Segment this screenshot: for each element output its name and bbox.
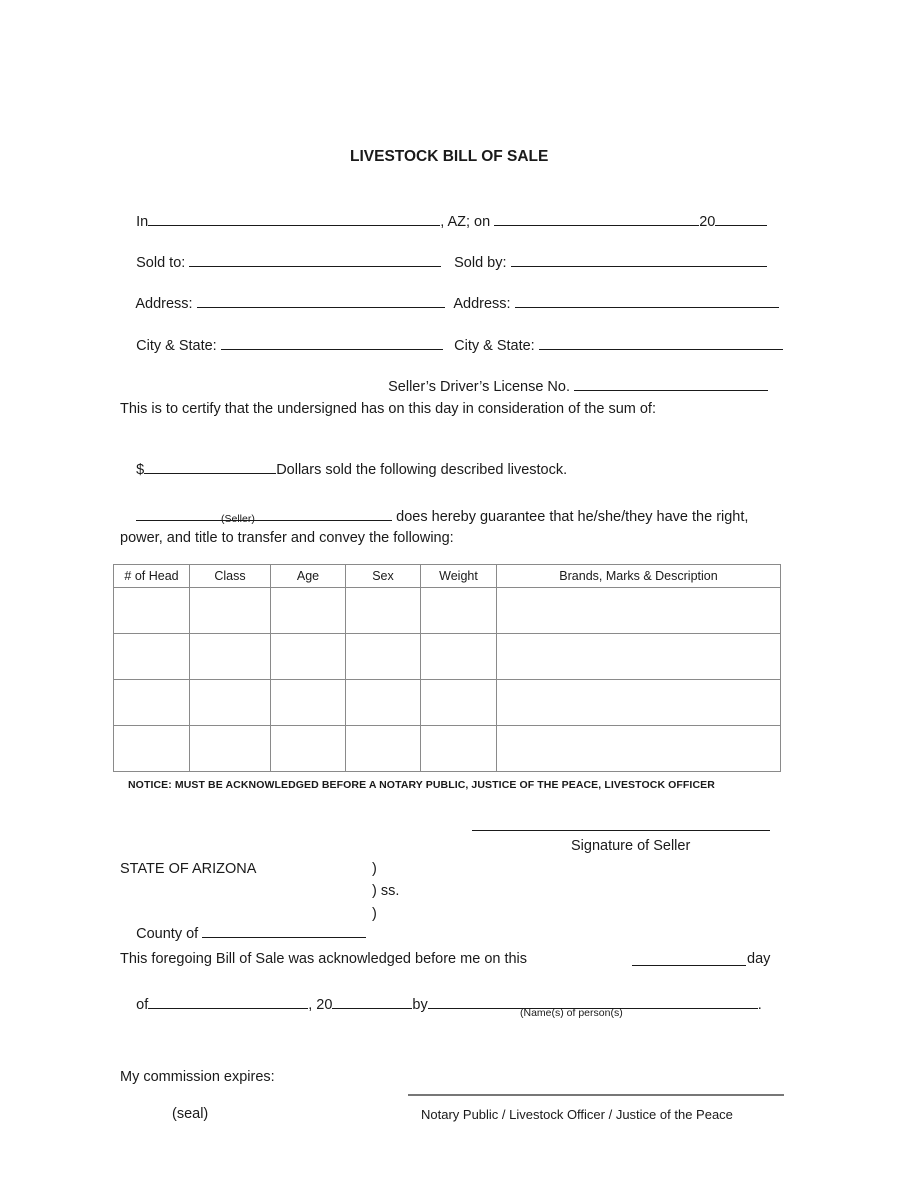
seller-caption: (Seller): [221, 513, 255, 525]
table-cell[interactable]: [346, 680, 421, 726]
ack-of-label: of: [136, 997, 149, 1013]
table-cell[interactable]: [497, 680, 781, 726]
seal-label: (seal): [172, 1106, 209, 1122]
sold-by-blank[interactable]: [511, 252, 767, 267]
year-blank[interactable]: [715, 211, 767, 226]
license-label: Seller’s Driver’s License No.: [388, 379, 570, 395]
table-row: [114, 588, 781, 634]
ack-end: .: [757, 997, 762, 1013]
sold-to-blank[interactable]: [189, 252, 441, 267]
certify-statement: This is to certify that the undersigned has on this day in consideration of the sum of:: [120, 401, 656, 417]
sold-by-label: Sold by:: [454, 255, 507, 271]
dollar-sign: $: [136, 462, 145, 478]
dollars-text: Dollars sold the following described livestock.: [276, 462, 568, 478]
table-cell[interactable]: [346, 588, 421, 634]
table-cell[interactable]: [346, 634, 421, 680]
signature-of-seller-label: Signature of Seller: [571, 838, 691, 854]
acknowledged-text: This foregoing Bill of Sale was acknowledged before me on this: [120, 951, 528, 967]
seller-signature-line[interactable]: [472, 830, 770, 831]
ack-day-blank[interactable]: [632, 951, 746, 966]
ack-year-label: , 20: [308, 997, 333, 1013]
guarantee-text: does hereby guarantee that he/she/they have the right,: [396, 509, 749, 525]
table-cell[interactable]: [497, 588, 781, 634]
table-cell[interactable]: [421, 634, 497, 680]
amount-blank[interactable]: [144, 459, 276, 474]
table-cell[interactable]: [114, 680, 190, 726]
paren-ss: ) ss.: [372, 883, 400, 899]
document-title: LIVESTOCK BILL OF SALE: [350, 148, 549, 165]
sold-to-label: Sold to:: [136, 255, 186, 271]
power-statement: power, and title to transfer and convey the following:: [120, 530, 454, 546]
seller-city-state-label: City & State:: [454, 338, 535, 354]
city-blank[interactable]: [148, 211, 440, 226]
buyer-city-state-blank[interactable]: [221, 335, 443, 350]
notary-title: Notary Public / Livestock Officer / Justice of the Peace: [421, 1107, 733, 1122]
table-cell[interactable]: [190, 726, 271, 772]
az-on-label: , AZ; on: [440, 214, 491, 230]
table-row: [114, 680, 781, 726]
year-prefix: 20: [699, 214, 716, 230]
table-cell[interactable]: [421, 726, 497, 772]
header-sex: Sex: [346, 565, 421, 588]
table-cell[interactable]: [190, 588, 271, 634]
seller-city-state-blank[interactable]: [539, 335, 783, 350]
table-cell[interactable]: [497, 634, 781, 680]
table-cell[interactable]: [421, 588, 497, 634]
table-cell[interactable]: [271, 588, 346, 634]
table-row: [114, 726, 781, 772]
county-label: County of: [136, 926, 199, 942]
table-cell[interactable]: [497, 726, 781, 772]
seller-address-label: Address:: [453, 296, 511, 312]
header-weight: Weight: [421, 565, 497, 588]
in-label: In: [136, 214, 149, 230]
table-cell[interactable]: [190, 634, 271, 680]
ack-month-blank[interactable]: [148, 994, 308, 1009]
buyer-address-label: Address:: [135, 296, 193, 312]
seller-name-blank[interactable]: [136, 506, 392, 521]
notary-notice: NOTICE: MUST BE ACKNOWLEDGED BEFORE A NOTARY PUBLIC, JUSTICE OF THE PEACE, LIVESTOCK OFFICER: [128, 779, 715, 791]
table-cell[interactable]: [271, 680, 346, 726]
ack-year-blank[interactable]: [332, 994, 412, 1009]
paren-top: ): [372, 861, 377, 877]
license-blank[interactable]: [574, 376, 768, 391]
header-age: Age: [271, 565, 346, 588]
header-brands: Brands, Marks & Description: [497, 565, 781, 588]
table-cell[interactable]: [271, 726, 346, 772]
ack-of-line: [120, 976, 762, 1032]
state-label: STATE OF ARIZONA: [120, 861, 257, 877]
table-cell[interactable]: [346, 726, 421, 772]
seller-address-blank[interactable]: [515, 293, 779, 308]
table-header-row: [114, 565, 781, 588]
header-head-count: # of Head: [114, 565, 190, 588]
table-cell[interactable]: [190, 680, 271, 726]
header-class: Class: [190, 565, 271, 588]
table-row: [114, 634, 781, 680]
table-cell[interactable]: [114, 634, 190, 680]
date-blank[interactable]: [494, 211, 699, 226]
table-cell[interactable]: [421, 680, 497, 726]
buyer-city-state-label: City & State:: [136, 338, 217, 354]
table-cell[interactable]: [114, 588, 190, 634]
buyer-address-blank[interactable]: [197, 293, 445, 308]
ack-day-label: day: [747, 951, 771, 967]
county-blank[interactable]: [202, 923, 366, 938]
table-cell[interactable]: [114, 726, 190, 772]
livestock-table: [113, 564, 781, 772]
notary-signature-line[interactable]: [408, 1094, 784, 1096]
table-cell[interactable]: [271, 634, 346, 680]
paren-bottom: ): [372, 906, 377, 922]
commission-label: My commission expires:: [120, 1069, 275, 1085]
ack-by-label: by: [412, 997, 428, 1013]
names-caption: (Name(s) of person(s): [520, 1007, 623, 1019]
